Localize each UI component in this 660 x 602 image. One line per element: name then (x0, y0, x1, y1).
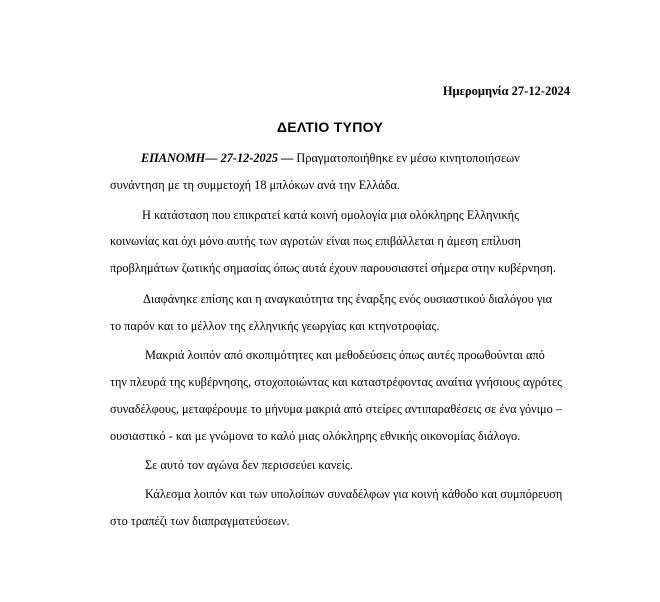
paragraph-6-line-1: Κάλεσμα λοιπόν και των υπολοίπων συναδέλφων για κοινή κάθοδο και συμπόρευση (145, 487, 563, 501)
paragraph-4-line-2: την πλευρά της κυβέρνησης, στοχοποιώντας και καταστρέφοντας αναίτια γνήσιους αγρότες (110, 375, 563, 389)
paragraph-1-line-2: συνάντηση με τη συμμετοχή 18 μπλόκων ανά την Ελλάδα. (110, 178, 400, 192)
paragraph-2-line-3: προβλημάτων ζωτικής σημασίας όπως αυτά έχουν παρουσιαστεί σήμερα στην κυβέρνηση. (110, 261, 556, 275)
paragraph-5-line-1: Σε αυτό τον αγώνα δεν περισσεύει κανείς. (145, 458, 353, 472)
paragraph-1-text: Πραγματοποιήθηκε εν μέσω κινητοποιήσεων (293, 151, 520, 165)
paragraph-3-line-1: Διαφάνηκε επίσης και η αναγκαιότητα της έναρξης ενός ουσιαστικού διαλόγου για (143, 292, 553, 306)
paragraph-2-line-1: Η κατάσταση που επικρατεί κατά κοινή ομολογία μια ολόκληρης Ελληνικής (142, 208, 519, 222)
document-title: ΔΕΛΤΙΟ ΤΥΠΟΥ (276, 119, 384, 135)
date-line: Ημερομηνία 27-12-2024 (442, 84, 570, 98)
paragraph-4-line-4: ουσιαστικό - και με γνώμονα το καλό μιας ολόκληρης εθνικής οικονομίας διάλογο. (110, 429, 521, 443)
paragraph-4-line-1: Μακριά λοιπόν από σκοπιμότητες και μεθοδεύσεις όπως αυτές προωθούνται από (145, 348, 545, 362)
paragraph-1-line-1 (141, 150, 520, 166)
paragraph-3-line-2: το παρόν και το μέλλον της ελληνικής γεωργίας και κτηνοτροφίας. (110, 319, 440, 333)
paragraph-2-line-2: κοινωνίας και όχι μόνο αυτής των αγροτών είναι πως επιβάλλεται η άμεση επίλυση (110, 234, 521, 248)
location-date-lead: ΕΠΑΝΟΜΗ— 27-12-2025 — (141, 151, 294, 165)
paragraph-6-line-2: στο τραπέζι των διαπραγματεύσεων. (110, 514, 290, 528)
paragraph-4-line-3: συναδέλφους, μεταφέρουμε το μήνυμα μακριά από στείρες αντιπαραθέσεις σε ένα γόνιμο – (110, 402, 563, 416)
